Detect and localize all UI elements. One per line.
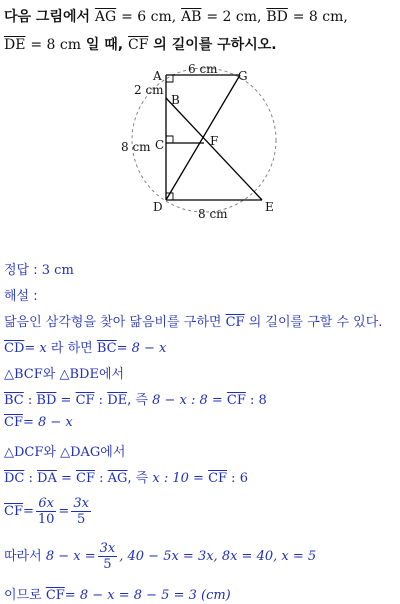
triangle-bcf: △BCF: [4, 367, 43, 382]
problem-text: 일 때,: [85, 37, 124, 53]
answer-value: 3 cm: [41, 263, 74, 278]
segment-ab: $\overline{AB}$: [181, 9, 202, 25]
math-expr: : 8: [245, 393, 267, 408]
value-ag: = 6 cm,: [121, 9, 177, 25]
explanation-label: 해설 :: [4, 289, 38, 304]
answer-line: [4, 259, 74, 278]
right-angle-c: [166, 136, 173, 143]
fraction-denominator: 5: [76, 512, 86, 527]
math-expr: x : 10 =: [152, 471, 204, 486]
problem-text: 다음 그림에서: [4, 9, 91, 25]
segment-cf: $\overline{CF}$: [4, 504, 23, 519]
label-c: C: [155, 138, 165, 152]
fraction-numerator: 3x: [99, 541, 116, 556]
value-ab: = 2 cm,: [206, 9, 262, 25]
length-de: 8 cm: [198, 207, 228, 221]
length-cd: 8 cm: [121, 140, 151, 154]
explanation-line-3: [4, 363, 124, 382]
segment-cf: $\overline{CF}$: [208, 471, 228, 486]
segment-be-line: [166, 98, 262, 200]
math-expr: =: [56, 393, 76, 408]
explanation-line-4: [4, 389, 267, 408]
right-angle-a: [166, 75, 173, 82]
segment-cf: $\overline{CF}$: [225, 315, 245, 330]
fraction: [98, 541, 118, 572]
label-b: B: [171, 93, 180, 107]
segment-cf: $\overline{CF}$: [76, 471, 95, 486]
math-expr: =: [56, 471, 77, 486]
math-expr: = 8 − x: [22, 415, 73, 430]
math-expr: 8 − x =: [45, 549, 96, 564]
math-expr: : 6: [227, 471, 248, 486]
segment-bc: $\overline{BC}$: [4, 393, 24, 408]
segment-cf: $\overline{CF}$: [127, 37, 149, 53]
explanation-text: , 즉: [127, 471, 149, 486]
segment-bd: $\overline{BD}$: [266, 9, 288, 25]
explanation-text: 에서: [100, 445, 126, 460]
segment-cd: $\overline{CD}$: [4, 341, 25, 356]
math-expr: = 8 − x = 8 − 5 = 3 (cm): [64, 588, 231, 603]
explanation-text: 와: [42, 367, 56, 382]
fraction: [36, 496, 57, 527]
fraction: [71, 496, 91, 527]
explanation-text: 이므로: [4, 588, 42, 603]
math-expr: , 40 − 5x = 3x, 8x = 40, x = 5: [119, 549, 317, 564]
math-expr: = x: [24, 341, 47, 356]
math-expr: =: [58, 504, 70, 519]
explanation-line-5: [4, 415, 73, 430]
label-f: F: [210, 134, 219, 148]
explanation-text: 따라서: [4, 549, 42, 564]
length-ag: 6 cm: [188, 62, 218, 76]
explanation-text: 에서: [98, 367, 125, 382]
value-de: = 8 cm: [30, 37, 81, 53]
explanation-line-8: [4, 496, 93, 527]
label-e: E: [265, 200, 274, 214]
segment-de: $\overline{DE}$: [4, 37, 26, 53]
problem-text: 의 길이를 구하시오.: [153, 37, 277, 53]
math-expr: =: [22, 504, 34, 519]
segment-cf: $\overline{CF}$: [45, 588, 65, 603]
segment-cf: $\overline{CF}$: [75, 393, 95, 408]
explanation-text: 와: [43, 445, 56, 460]
explanation-line-10: [4, 584, 231, 603]
label-d: D: [153, 200, 163, 214]
explanation-line-1: [4, 311, 382, 330]
segment-de: $\overline{DE}$: [107, 393, 128, 408]
explanation-text: , 즉: [127, 393, 148, 408]
math-expr: :: [24, 471, 38, 486]
answer-label: 정답 :: [4, 263, 38, 278]
math-expr: :: [23, 393, 37, 408]
segment-da: $\overline{DA}$: [37, 471, 57, 486]
fraction-denominator: 10: [37, 512, 55, 527]
math-expr: :: [94, 393, 108, 408]
segment-ag: $\overline{AG}$: [94, 9, 117, 25]
value-bd: = 8 cm,: [292, 9, 348, 25]
triangle-bde: △BDE: [59, 367, 99, 382]
segment-bc: $\overline{BC}$: [96, 341, 117, 356]
label-g: G: [238, 69, 248, 83]
explanation-text: 의 길이를 구할 수 있다.: [248, 315, 383, 330]
explanation-line-6: [4, 441, 125, 460]
segment-dc: $\overline{DC}$: [4, 471, 25, 486]
segment-bd: $\overline{BD}$: [36, 393, 57, 408]
segment-cf: $\overline{CF}$: [226, 393, 246, 408]
explanation-line-2: [4, 337, 166, 356]
math-expr: = 8 − x: [116, 341, 167, 356]
math-expr: 8 − x : 8 =: [152, 393, 223, 408]
geometry-figure: [0, 0, 400, 230]
triangle-dcf: △DCF: [4, 445, 44, 460]
label-a: A: [153, 69, 162, 83]
explanation-text: 닮음인 삼각형을 찾아 닮음비를 구하면: [4, 315, 222, 330]
segment-cf: $\overline{CF}$: [4, 415, 23, 430]
fraction-denominator: 5: [103, 557, 112, 572]
segment-ag: $\overline{AG}$: [107, 471, 128, 486]
triangle-dag: △DAG: [60, 445, 101, 460]
explanation-line-7: [4, 467, 248, 486]
length-ab: 2 cm: [134, 83, 164, 97]
explanation-text: 라 하면: [50, 341, 93, 356]
fraction-numerator: 6x: [38, 496, 54, 511]
math-expr: :: [94, 471, 108, 486]
fraction-numerator: 3x: [73, 496, 89, 511]
explanation-line-9: [4, 541, 316, 572]
